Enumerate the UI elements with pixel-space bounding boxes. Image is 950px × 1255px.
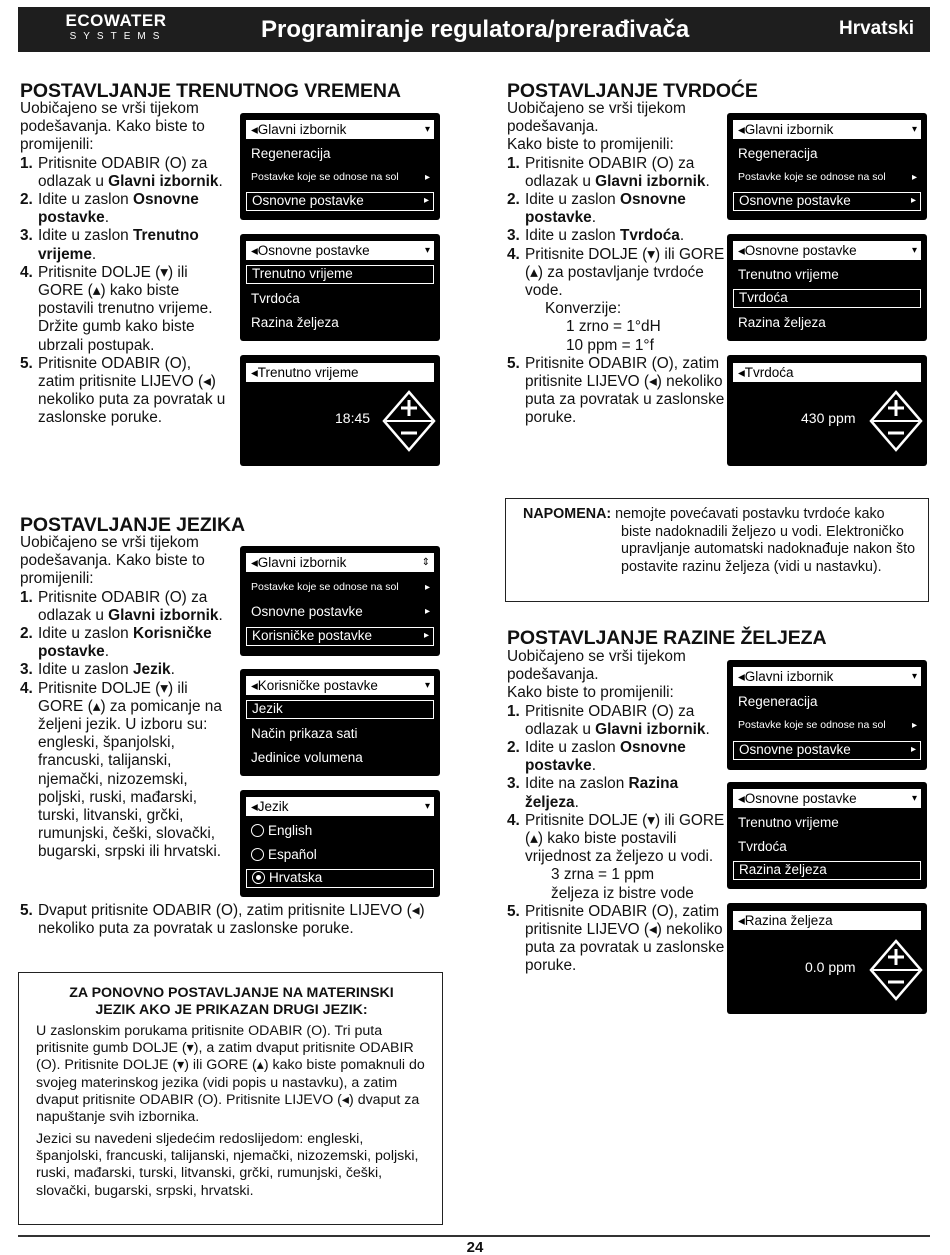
step: 2. Idite u zaslon Osnovne postavke. [20, 191, 199, 227]
section-body-iron: Uobičajeno se vrši tijekom podešavanja. Kako biste to promijenili: 1. Pritisnite ODABIR (O) za odlazak u Glavni izbornik. 2. Idite u zaslon Osnovne postavke. 3. Idite na zaslon Razina željeza. 4. Pritisnite DOLJE (▾) ili GORE (▴) kako biste postavili vrijednost za željezo u vodi. 3 zrna = 1 ppm željeza iz bistre vode 5. Pritisnite ODABIR (O), zatim pritisnite LIJEVO (◂) nekoliko puta za povratak u zaslonske poruke. [507, 648, 725, 975]
lcd-user-settings: ◂Korisničke postavke ▾ Jezik Način prikaza sati Jedinice volumena [240, 669, 440, 776]
step: 3. Idite na zaslon Razina željeza. [507, 775, 679, 811]
lcd-time: ◂Trenutno vrijeme 18:45 [240, 355, 440, 466]
ecowater-logo: ECOWATER SYSTEMS [65, 11, 167, 42]
lcd-basic-settings: ◂Osnovne postavke ▾ Trenutno vrijeme Tvrdoća Razina željeza [240, 234, 440, 341]
step: 1. Pritisnite ODABIR (O) za odlazak u Glavni izbornik. [507, 154, 710, 190]
step: 3. Idite u zaslon Jezik. [20, 661, 175, 679]
section-title-language: POSTAVLJANJE JEZIKA [20, 514, 245, 536]
section-title-hardness: POSTAVLJANJE TVRDOĆE [507, 80, 758, 102]
lcd-main-menu: ◂Glavni izbornik ⇕ Postavke koje se odnose na sol ▸ Osnovne postavke ▸ Korisničke postavke ▸ [240, 546, 440, 656]
step: 5. Pritisnite ODABIR (O), zatim pritisnite LIJEVO (◂) nekoliko puta za povratak u zaslonske poruke. [20, 354, 226, 427]
step: 3. Idite u zaslon Trenutno vrijeme. [20, 227, 199, 263]
plus-minus-icon [382, 390, 436, 452]
section-title-time: POSTAVLJANJE TRENUTNOG VREMENA [20, 80, 401, 102]
section-body-language: Uobičajeno se vrši tijekom podešavanja. Kako biste to promijenili: 1. Pritisnite ODABIR (O) za odlazak u Glavni izbornik. 2. Idite u zaslon Korisničke postavke. 3. Idite u zaslon Jezik. 4. Pritisnite DOLJE (▾) ili GORE (▴) za pomicanje na željeni jezik. U izboru su: engleski, španjolski, francuski, talijanski, njemački, nizozemski, poljski, ruski, mađarski, turski, litvanski, grčki, rumunjski, češki, slovački, bugarski, srpski ili hrvatski. [20, 534, 232, 862]
plus-minus-icon [869, 390, 923, 452]
plus-minus-icon [869, 939, 923, 1001]
step: 1. Pritisnite ODABIR (O) za odlazak u Glavni izbornik. [20, 588, 223, 624]
step: 1. Pritisnite ODABIR (O) za odlazak u Glavni izbornik. [507, 702, 710, 738]
section-step5-language [20, 902, 440, 938]
section-body-hardness: Uobičajeno se vrši tijekom podešavanja. Kako biste to promijenili: 1. Pritisnite ODABIR (O) za odlazak u Glavni izbornik. 2. Idite u zaslon Osnovne postavke. 3. Idite u zaslon Tvrdoća. 4. Pritisnite DOLJE (▾) ili GORE (▴) za postavljanje tvrdoće vode. Konverzije: 1 zrno = 1°dH 10 ppm = 1°f 5. Pritisnite ODABIR (O), zatim pritisnite LIJEVO (◂) nekoliko puta za povratak u zaslonske poruke. [507, 100, 725, 427]
lcd-hardness: ◂Tvrdoća 430 ppm [727, 355, 927, 466]
page-title: Programiranje regulatora/prerađivača [261, 16, 690, 43]
section-title-iron: POSTAVLJANJE RAZINE ŽELJEZA [507, 627, 827, 649]
reset-language-box: ZA PONOVNO POSTAVLJANJE NA MATERINSKI JEZIK AKO JE PRIKAZAN DRUGI JEZIK: U zaslonskim porukama pritisnite ODABIR (O). Tri puta pritisnite gumb DOLJE (▾), a zatim dvaput pritisnite ODABIR (O). Pritisnite DOLJE (▾) ili GORE (▴) kako biste pomaknuli do svojeg materinskog jezika (vidi popis u nastavku), a zatim dvaput pritisnite ODABIR (O). Pritisnite LIJEVO (◂) dvaput za napuštanje svih izbornika. Jezici su navedeni sljedećim redoslijedom: engleski, španjolski, francuski, talijanski, njemački, nizozemski, poljski, ruski, mađarski, turski, litvanski, grčki, rumunjski, češki, slovački, bugarski, srpski, hrvatski. [18, 972, 443, 1225]
radio-icon [251, 848, 264, 861]
note-box: NAPOMENA: nemojte povećavati postavku tvrdoće kako biste nadoknadili željezo u vodi. Elektroničko upravljanje automatski nadoknađuje nakon što postavite razinu željeza (vidi u nastavku). [505, 498, 929, 602]
step: 2. Idite u zaslon Korisničke postavke. [20, 625, 212, 661]
page-number: 24 [466, 1239, 484, 1255]
radio-icon [251, 824, 264, 837]
lcd-basic-settings: ◂Osnovne postavke ▾ Trenutno vrijeme Tvrdoća Razina željeza [727, 782, 927, 889]
lcd-iron: ◂Razina željeza 0.0 ppm [727, 903, 927, 1014]
section-body-time: Uobičajeno se vrši tijekom podešavanja. Kako biste to promijenili: 1. Pritisnite ODABIR (O) za odlazak u Glavni izbornik. 2. Idite u zaslon Osnovne postavke. 3. Idite u zaslon Trenutno vrijeme. 4. Pritisnite DOLJE (▾) ili GORE (▴) kako biste postavili trenutno vrijeme. Držite gumb kako biste ubrzali postupak. 5. Pritisnite ODABIR (O), zatim pritisnite LIJEVO (◂) nekoliko puta za povratak u zaslonske poruke. [20, 100, 232, 428]
step: 4. Pritisnite DOLJE (▾) ili GORE (▴) kako biste postavili trenutno vrijeme. Držite gumb kako biste ubrzali postupak. [20, 263, 213, 354]
step: 2. Idite u zaslon Osnovne postavke. [507, 739, 686, 775]
lcd-main-menu: ◂Glavni izbornik ▾ Regeneracija Postavke koje se odnose na sol ▸ Osnovne postavke ▸ [727, 113, 927, 220]
step: 5. Dvaput pritisnite ODABIR (O), zatim pritisnite LIJEVO (◂) nekoliko puta za povratak u zaslonske poruke. [20, 902, 425, 938]
step: 1. Pritisnite ODABIR (O) za odlazak u Glavni izbornik. [20, 154, 223, 190]
language-label: Hrvatski [839, 18, 914, 39]
step: 3. Idite u zaslon Tvrdoća. [507, 227, 685, 245]
step: 5. Pritisnite ODABIR (O), zatim pritisnite LIJEVO (◂) nekoliko puta za povratak u zaslonske poruke. [507, 902, 725, 975]
lcd-main-menu: ◂Glavni izbornik ▾ Regeneracija Postavke koje se odnose na sol ▸ Osnovne postavke ▸ [240, 113, 440, 220]
lcd-language: ◂Jezik ▾ English Español Hrvatska [240, 790, 440, 897]
step: 4. Pritisnite DOLJE (▾) ili GORE (▴) za pomicanje na željeni jezik. U izboru su: engleski, španjolski, francuski, talijanski, njemački, nizozemski, poljski, ruski, mađarski, turski, litvanski, grčki, rumunjski, češki, slovački, bugarski, srpski ili hrvatski. [20, 679, 222, 861]
lcd-basic-settings: ◂Osnovne postavke ▾ Trenutno vrijeme Tvrdoća Razina željeza [727, 234, 927, 341]
footer-divider [18, 1235, 930, 1237]
lcd-main-menu: ◂Glavni izbornik ▾ Regeneracija Postavke koje se odnose na sol ▸ Osnovne postavke ▸ [727, 660, 927, 770]
step: 4. Pritisnite DOLJE (▾) ili GORE (▴) za postavljanje tvrdoće vode. [507, 245, 725, 300]
step: 2. Idite u zaslon Osnovne postavke. [507, 191, 686, 227]
step: 5. Pritisnite ODABIR (O), zatim pritisnite LIJEVO (◂) nekoliko puta za povratak u zaslonske poruke. [507, 354, 725, 427]
page-header [18, 7, 930, 52]
step: 4. Pritisnite DOLJE (▾) ili GORE (▴) kako biste postavili vrijednost za željezo u vodi. [507, 811, 725, 866]
radio-selected-icon [252, 871, 265, 884]
